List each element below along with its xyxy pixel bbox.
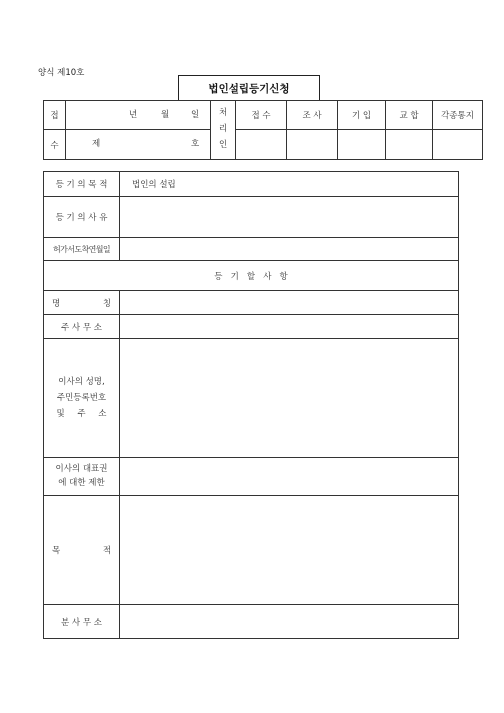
stamp-box-receipt[interactable]: [236, 130, 287, 160]
purpose-value[interactable]: 법인의 설립: [120, 172, 459, 197]
stamp-box-notice[interactable]: [433, 130, 483, 160]
stamp-box-review[interactable]: [287, 130, 338, 160]
number-prefix-label: 제: [92, 139, 101, 149]
rep-limit-field[interactable]: [120, 458, 459, 496]
stamp-box-verify[interactable]: [386, 130, 433, 160]
rep-limit-label-line-2: 에 대한 제한: [58, 477, 105, 488]
row-objective: [44, 496, 459, 605]
row-section-heading: [44, 261, 459, 291]
row-office: [44, 315, 459, 339]
number-suffix-label: 호: [191, 139, 200, 149]
receipt-side-label-bottom: 수: [44, 130, 66, 160]
name-field[interactable]: [120, 291, 459, 315]
row-directors: [44, 339, 459, 458]
office-label: 주 사 무 소: [44, 315, 120, 339]
reason-label: 등 기 의 사 유: [44, 197, 120, 238]
processing-col-receipt: 접 수: [236, 101, 287, 130]
row-reason: [44, 197, 459, 238]
section-heading: 등 기 할 사 항: [44, 261, 459, 291]
reason-field[interactable]: [120, 197, 459, 238]
date-day-label: 일: [191, 110, 200, 120]
row-permit-date: [44, 238, 459, 261]
processing-stamp-label: [211, 101, 236, 160]
receipt-processing-table: [43, 100, 483, 160]
receipt-number-cell[interactable]: [66, 130, 211, 160]
directors-field[interactable]: [120, 339, 459, 458]
processing-label-1: 처: [219, 108, 228, 118]
processing-col-verify: 교 합: [386, 101, 433, 130]
date-month-label: 월: [161, 110, 170, 120]
row-name: [44, 291, 459, 315]
receipt-date-cell[interactable]: [66, 101, 211, 130]
office-field[interactable]: [120, 315, 459, 339]
branch-label: 분 사 무 소: [44, 605, 120, 639]
name-label: 명 칭: [44, 291, 120, 315]
purpose-label: 등 기 의 목 적: [44, 172, 120, 197]
processing-col-notice: 각종통지: [433, 101, 483, 130]
row-rep-limit: [44, 458, 459, 496]
directors-label: [44, 339, 120, 458]
processing-col-entry: 기 입: [338, 101, 386, 130]
permit-date-field[interactable]: [120, 238, 459, 261]
stamp-box-entry[interactable]: [338, 130, 386, 160]
rep-limit-label-line-1: 이사의 대표권: [55, 463, 108, 474]
processing-label-2: 리: [219, 124, 228, 134]
rep-limit-label: [44, 458, 120, 496]
processing-label-3: 인: [219, 140, 228, 150]
branch-field[interactable]: [120, 605, 459, 639]
objective-field[interactable]: [120, 496, 459, 605]
row-purpose: [44, 172, 459, 197]
row-branch: [44, 605, 459, 639]
registration-table: [43, 171, 459, 639]
directors-label-line-1: 이사의 성명,: [58, 376, 105, 387]
date-year-label: 년: [129, 110, 138, 120]
processing-col-review: 조 사: [287, 101, 338, 130]
directors-label-line-2: 주민등록번호: [56, 392, 107, 403]
objective-label: 목 적: [44, 496, 120, 605]
directors-label-line-3: 및 주 소: [56, 409, 107, 420]
form-title: 법인설립등기신청: [178, 75, 320, 100]
form-number: 양식 제10호: [38, 68, 85, 78]
receipt-side-label-top: 접: [44, 101, 66, 130]
permit-date-label: 허가서도착연월일: [44, 238, 120, 261]
